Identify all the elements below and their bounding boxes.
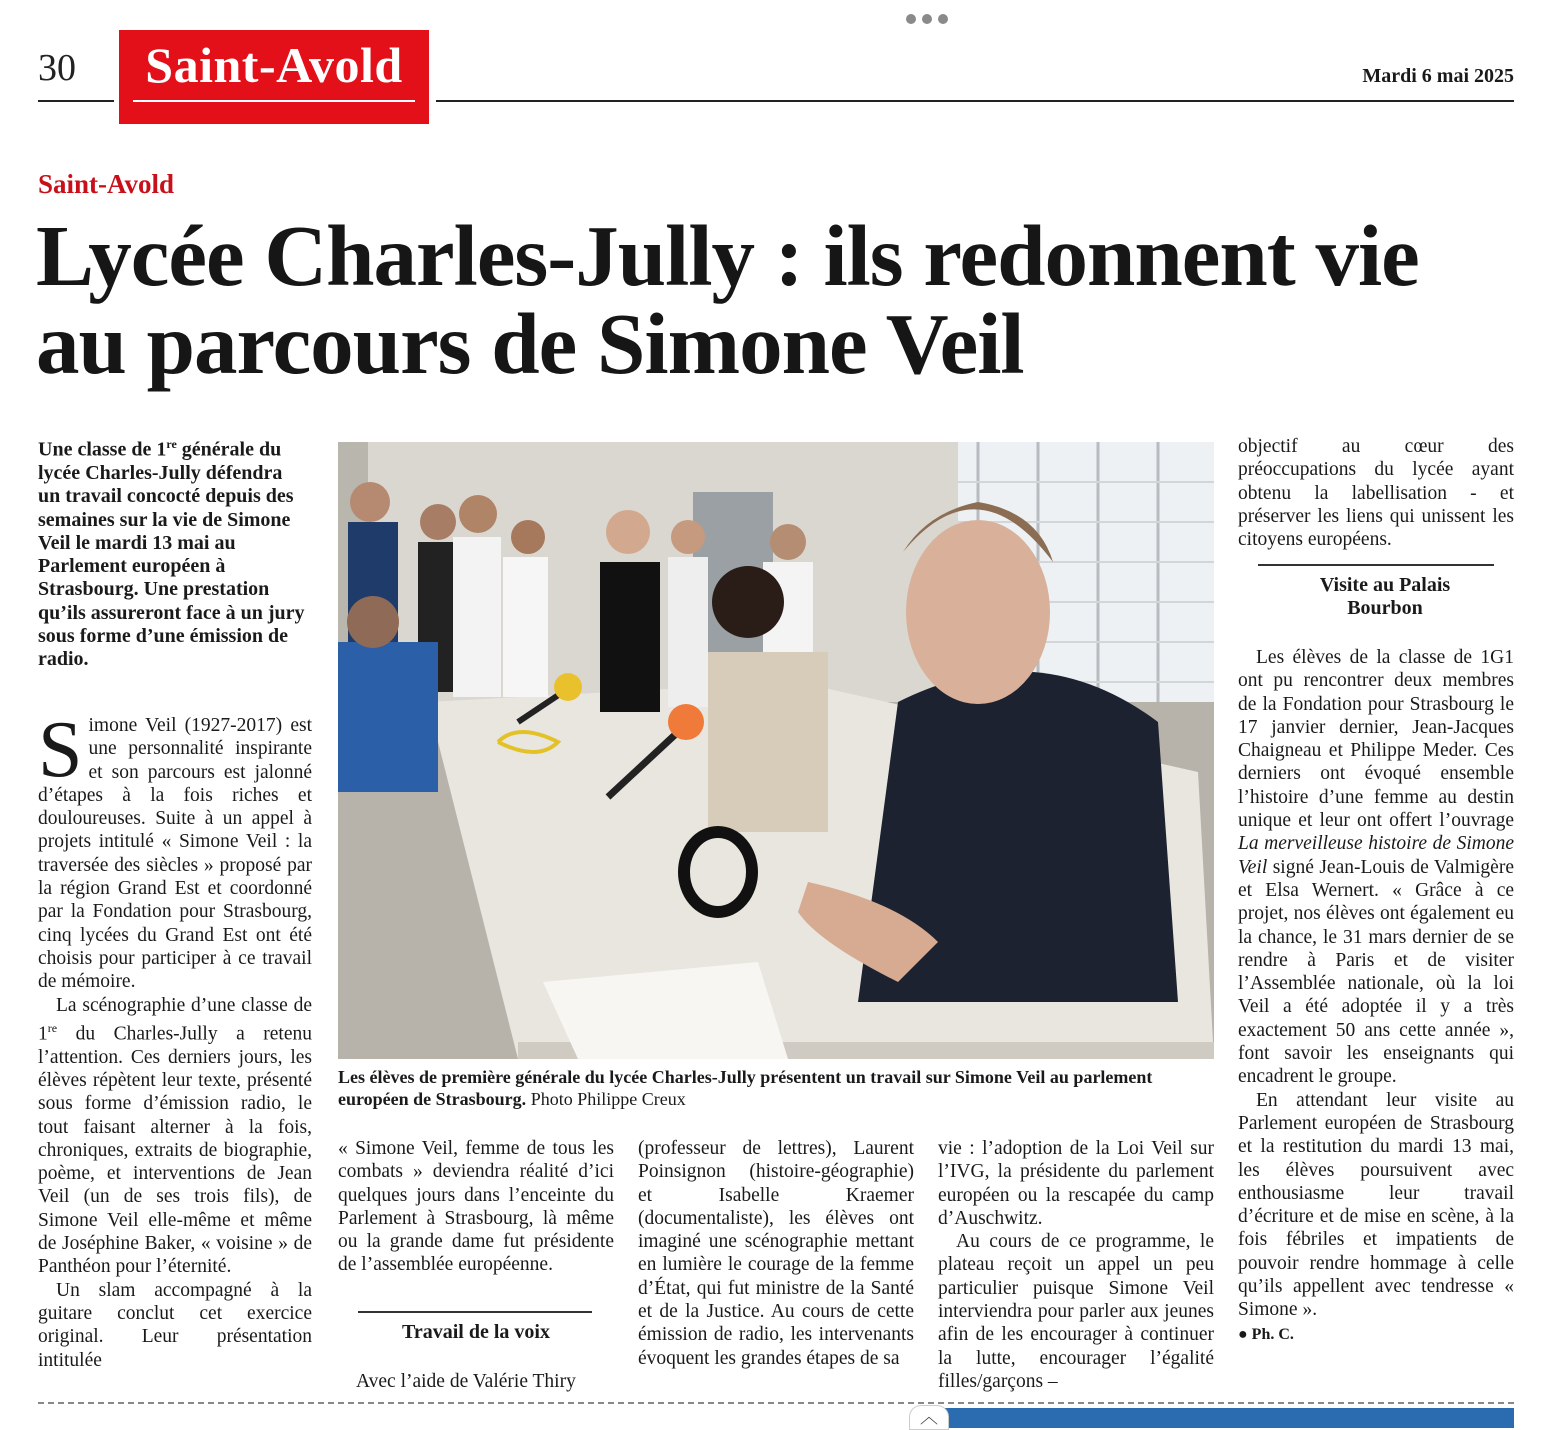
header-rule-left	[38, 100, 114, 102]
drop-cap: S	[38, 706, 83, 794]
col1-p2b: du Charles-Jully a retenu l’attention. Ces derniers jours, les élèves répètent leur texte, présenté sous forme d’émission radio, le tout faisant alterner à la fois, chroniques, extraits de biographie, poème, et interventions de Jean Veil (un de ses trois fils), de Simone Veil elle-même et même de Joséphine Baker, « voisine » de Panthéon pour l’éternité.	[38, 1023, 312, 1278]
signature-text: Ph. C.	[1251, 1325, 1294, 1343]
book-title: La merveilleuse histoire de Simone Veil	[1238, 833, 1514, 878]
col1-paragraph-2	[38, 994, 312, 1279]
classroom-photo-illustration	[338, 442, 1214, 1059]
col2-paragraph-1: « Simone Veil, femme de tous les combats » deviendra réalité d’ici quelques jours dans l’enceinte du Parlement à Strasbourg, là même ou la grande dame fut présidente de l’assemblée européenne.	[338, 1138, 614, 1276]
subhead-palais-bourbon: Visite au Palais Bourbon	[1319, 574, 1451, 619]
issue-date: Mardi 6 mai 2025	[1362, 65, 1514, 87]
col5-p2b: signé Jean-Louis de Valmigère et Elsa Wernert. « Grâce à ce projet, nos élèves ont également eu la chance, le 31 mars dernier de se rendre à Paris et de visiter l’Assemblée nationale, où la loi Veil a été adoptée il y a très exactement 50 ans cette année », font savoir les enseignants qui encadrent le groupe.	[1238, 856, 1514, 1088]
col1-p1-text: imone Veil (1927-2017) est une personnalité inspirante et son parcours est jalonné d’étapes à la fois riches et douloureuses. Suite à un appel à projets intitulé « Simone Veil : la traversée des siècles » proposé par la région Grand Est et coordonné par la Fondation pour Strasbourg, cinq lycées du Grand Est ont été choisis pour participer à ce travail de mémoire.	[38, 715, 312, 993]
column-3	[638, 1137, 914, 1370]
more-options-icon[interactable]	[906, 14, 948, 24]
page-bottom-rule	[38, 1402, 1514, 1407]
subhead-travail-voix: Travail de la voix	[402, 1321, 550, 1343]
col2-paragraph-2: Avec l’aide de Valérie Thiry	[356, 1371, 576, 1392]
article-kicker: Saint-Avold	[38, 169, 175, 199]
header-rule-right	[436, 100, 1514, 102]
column-4	[938, 1137, 1214, 1393]
col1-paragraph-3: Un slam accompagné à la guitare conclut cet exercice original. Leur présentation intitulée	[38, 1279, 312, 1371]
photo-caption	[338, 1066, 1214, 1110]
column-5	[1238, 435, 1514, 551]
subhead-rule-2	[1258, 564, 1494, 566]
col5-paragraph-3: En attendant leur visite au Parlement européen de Strasbourg et la restitution du mardi 13 mai, les élèves poursuivent avec enthousiasme leur travail d’écriture et de mise en scène, à la fois fébriles et impatients de pouvoir rendre hommage à celle qu’ils appellent avec tendresse « Simone ».	[1238, 1089, 1514, 1321]
photo-credit: Photo Philippe Creux	[526, 1089, 686, 1109]
col5-paragraph-2	[1238, 646, 1514, 1089]
article-title: Lycée Charles-Jully : ils redonnent vie au parcours de Simone Veil	[36, 207, 1419, 392]
masthead-underline	[133, 100, 415, 102]
column-2	[338, 1137, 614, 1277]
chapo-text-b: générale du lycée Charles-Jully défendra un travail concocté depuis des semaines sur la vie de Simone Veil le mardi 13 mai au Parlement européen à Strasbourg. Une prestation qu’ils assureront face à un jury sous forme d’une émission de radio.	[38, 438, 305, 671]
section-masthead	[119, 30, 429, 124]
article-signature	[1238, 1322, 1514, 1346]
section-name: Saint-Avold	[145, 37, 403, 93]
column-2-cont	[338, 1370, 614, 1393]
col4-paragraph-2: Au cours de ce programme, le plateau reçoit un appel un peu particulier puisque Simone Veil interviendra pour parler aux jeunes afin de les encourager à continuer la lutte, encourager l’égalité filles/garçons –	[938, 1231, 1214, 1392]
subhead-rule-1	[358, 1311, 592, 1313]
col5-p2a: Les élèves de la classe de 1G1 ont pu rencontrer deux membres de la Fondation pour Strasbourg le 17 janvier dernier, Jean-Jacques Chaigneau et Philippe Meder. Ces derniers ont évoqué ensemble l’histoire d’une femme au destin unique et leur ont offert l’ouvrage	[1238, 647, 1514, 832]
chevron-up-icon[interactable]: ︿	[909, 1405, 949, 1430]
signature-bullet-icon: ●	[1238, 1325, 1252, 1343]
article-chapo	[38, 433, 308, 672]
col4-paragraph-1: vie : l’adoption de la Loi Veil sur l’IVG, la présidente du parlement européen ou la rescapée du camp d’Auschwitz.	[938, 1138, 1214, 1229]
chapo-text-a: Une classe de 1	[38, 438, 167, 461]
col1-p2-sup: re	[47, 1020, 58, 1035]
chapo-sup: re	[166, 437, 177, 451]
article-photo	[338, 442, 1214, 1059]
col1-paragraph-1	[38, 706, 312, 994]
column-1	[38, 706, 312, 1372]
col5-paragraph-1: objectif au cœur des préoccupations du lycée ayant obtenu la labellisation - et préserver les liens qui unissent les citoyens européens.	[1238, 436, 1514, 551]
caption-text: Les élèves de première générale du lycée Charles-Jully présentent un travail sur Simone Veil au parlement européen de Strasbourg.	[338, 1067, 1153, 1109]
page-number: 30	[38, 47, 76, 89]
column-5-cont	[1238, 646, 1514, 1346]
next-article-bar[interactable]	[936, 1408, 1514, 1428]
col3-paragraph-1: (professeur de lettres), Laurent Poinsignon (histoire-géographie) et Isabelle Kraemer (documentaliste), les élèves ont imaginé une scénographie mettant en lumière le courage de la femme d’État, qui fut ministre de la Santé et de la Justice. Au cours de cette émission de radio, les intervenants évoquent les grandes étapes de sa	[638, 1138, 914, 1369]
col1-p2a: La scénographie d’une classe de 1	[38, 994, 312, 1045]
